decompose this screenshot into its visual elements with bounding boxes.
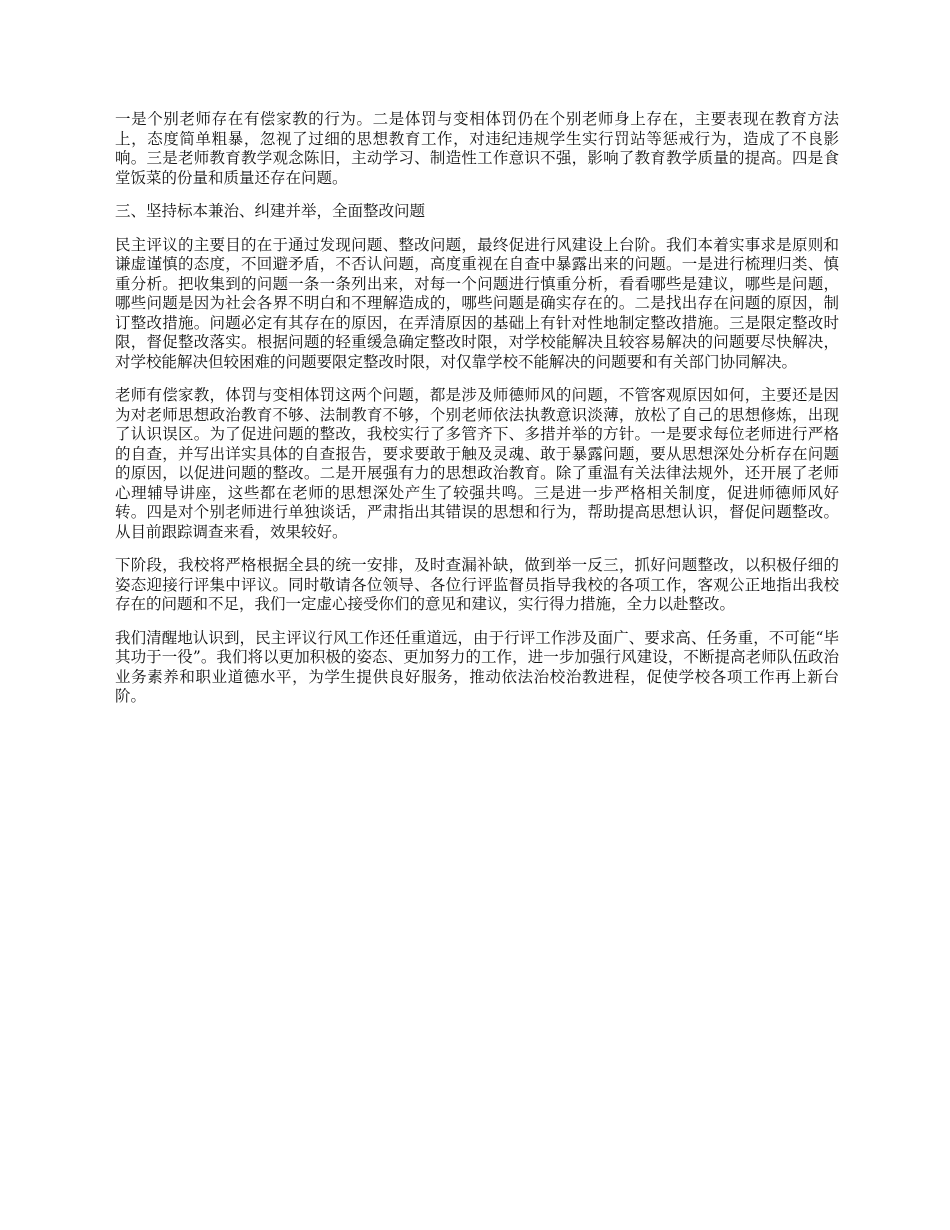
paragraph-next-stage: 下阶段，我校将严格根据全县的统一安排，及时查漏补缺，做到举一反三，抓好问题整改，以积极仔细的姿态迎接行评集中评议。同时敬请各位领导、各位行评监督员指导我校的各项工作，客观公正地指出我校存在的问题和不足，我们一定虚心接受你们的意见和建议，实行得力措施，全力以赴整改。 (115, 556, 839, 613)
document-page (115, 110, 839, 721)
paragraph-rectification: 民主评议的主要目的在于通过发现问题、整改问题，最终促进行风建设上台阶。我们本着实事求是原则和谦虚谨慎的态度，不回避矛盾，不否认问题，高度重视在自查中暴露出来的问题。一是进行梳理归类、慎重分析。把收集到的问题一条一条列出来，对每一个问题进行慎重分析，看看哪些是建议，哪些是问题，哪些问题是因为社会各界不明白和不理解造成的，哪些问题是确实存在的。二是找出存在问题的原因，制订整改措施。问题必定有其存在的原因，在弄清原因的基础上有针对性地制定整改措施。三是限定整改时限，督促整改落实。根据问题的轻重缓急确定整改时限，对学校能解决且较容易解决的问题要尽快解决，对学校能解决但较困难的问题要限定整改时限，对仅靠学校不能解决的问题要和有关部门协同解决。 (115, 235, 839, 371)
paragraph-problems: 一是个别老师存在有偿家教的行为。二是体罚与变相体罚仍在个别老师身上存在，主要表现在教育方法上，态度简单粗暴，忽视了过细的思想教育工作，对违纪违规学生实行罚站等惩戒行为，造成了不良影响。三是老师教育教学观念陈旧，主动学习、制造性工作意识不强，影响了教育教学质量的提高。四是食堂饭菜的份量和质量还存在问题。 (115, 110, 839, 187)
section-heading-3: 三、坚持标本兼治、纠建并举，全面整改问题 (115, 202, 426, 220)
paragraph-conclusion: 我们清醒地认识到，民主评议行风工作还任重道远，由于行评工作涉及面广、要求高、任务重，不可能“毕其功于一役”。我们将以更加积极的姿态、更加努力的工作，进一步加强行风建设，不断提高老师队伍政治业务素养和职业道德水平，为学生提供良好服务，推动依法治校治教进程，促使学校各项工作再上新台阶。 (115, 628, 839, 705)
paragraph-teacher-ethics: 老师有偿家教，体罚与变相体罚这两个问题，都是涉及师德师风的问题，不管客观原因如何，主要还是因为对老师思想政治教育不够、法制教育不够，个别老师依法执教意识淡薄，放松了自己的思想修炼，出现了认识误区。为了促进问题的整改，我校实行了多管齐下、多措并举的方针。一是要求每位老师进行严格的自查，并写出详实具体的自查报告，要求要敢于触及灵魂、敢于暴露问题，要从思想深处分析存在问题的原因，以促进问题的整改。二是开展强有力的思想政治教育。除了重温有关法律法规外，还开展了老师心理辅导讲座，这些都在老师的思想深处产生了较强共鸣。三是进一步严格相关制度，促进师德师风好转。四是对个别老师进行单独谈话，严肃指出其错误的思想和行为，帮助提高思想认识，督促问题整改。从目前跟踪调查来看，效果较好。 (115, 386, 839, 541)
